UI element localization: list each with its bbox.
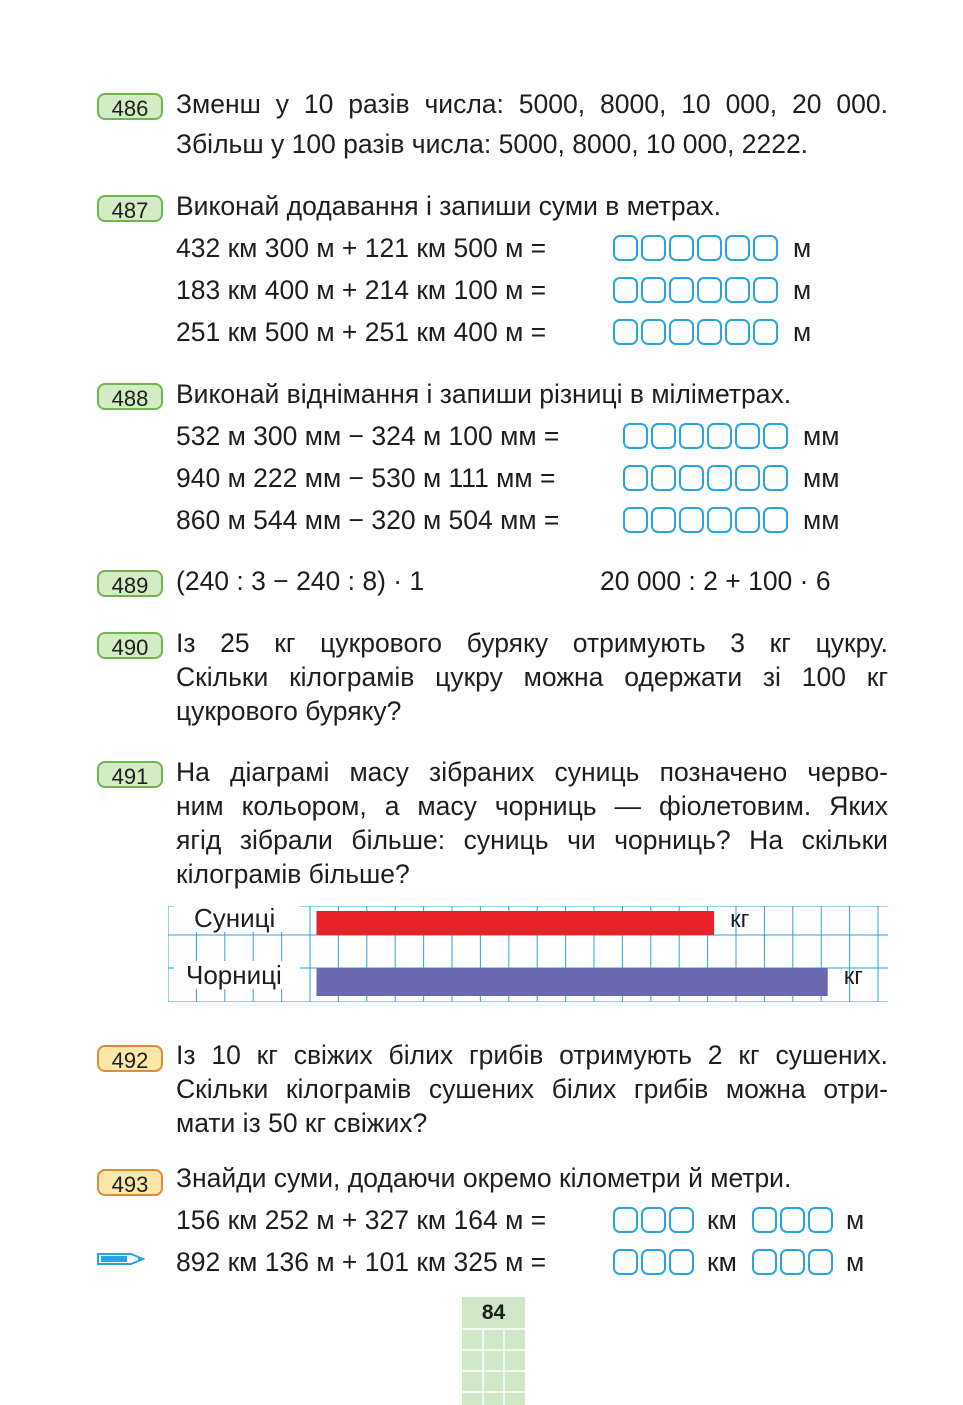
answer-boxes-488-1[interactable] [623,423,791,449]
digit-box[interactable] [669,1207,694,1233]
digit-box[interactable] [780,1249,805,1275]
digit-box[interactable] [651,423,676,449]
digit-box[interactable] [725,277,750,303]
digit-box[interactable] [763,507,788,533]
digit-box[interactable] [763,465,788,491]
digit-box[interactable] [651,507,676,533]
problem-489-expression-2: 20 000 : 2 + 100 · 6 [600,566,831,596]
problem-488-row-2: 940 м 222 мм − 530 м 111 мм = [176,463,556,493]
digit-box[interactable] [669,235,694,261]
problem-number-490: 490 [97,632,163,659]
answer-boxes-493-2-km[interactable] [613,1249,697,1275]
digit-box[interactable] [623,507,648,533]
digit-box[interactable] [641,235,666,261]
problem-486-line-2: Збільш у 100 разів числа: 5000, 8000, 10 000, 2222. [176,129,809,159]
digit-box[interactable] [753,277,778,303]
answer-boxes-493-1-m[interactable] [752,1207,836,1233]
category-label: Суниці [194,906,276,933]
unit-label: мм [803,463,840,493]
answer-boxes-487-2[interactable] [613,277,781,303]
problem-487-row-3: 251 км 500 м + 251 км 400 м = [176,317,547,347]
unit-label: мм [803,421,840,451]
problem-490-line-1: Із 25 кг цукрового буряку отримують 3 кг цукру. [176,628,888,658]
digit-box[interactable] [735,423,760,449]
answer-boxes-493-1-km[interactable] [613,1207,697,1233]
answer-boxes-488-3[interactable] [623,507,791,533]
digit-box[interactable] [641,277,666,303]
digit-box[interactable] [697,235,722,261]
unit-label-kg: кг [730,906,750,933]
answer-boxes-487-3[interactable] [613,319,781,345]
bar-blueberries [317,968,828,996]
problem-number-492: 492 [97,1045,163,1072]
digit-box[interactable] [623,465,648,491]
problem-491-line-4: кілограмів більше? [176,859,410,889]
digit-box[interactable] [752,1207,777,1233]
problem-492-line-3: мати із 50 кг свіжих? [176,1108,428,1138]
problem-488-title: Виконай віднімання і запиши різниці в міліметрах. [176,379,792,409]
digit-box[interactable] [697,319,722,345]
digit-box[interactable] [753,319,778,345]
digit-box[interactable] [707,423,732,449]
problem-491-line-1: На діаграмі масу зібраних суниць позначено черво- [176,757,888,787]
category-label: Чорниці [186,960,282,990]
page-number-box [462,1297,525,1405]
digit-box[interactable] [763,423,788,449]
problem-number-491: 491 [97,761,163,788]
digit-box[interactable] [641,319,666,345]
problem-493-title: Знайди суми, додаючи окремо кілометри й метри. [176,1163,792,1193]
problem-number-486: 486 [97,93,163,120]
digit-box[interactable] [613,277,638,303]
problem-487-row-1: 432 км 300 м + 121 км 500 м = [176,233,547,263]
digit-box[interactable] [725,235,750,261]
digit-box[interactable] [679,423,704,449]
problem-487-row-2: 183 км 400 м + 214 км 100 м = [176,275,547,305]
digit-box[interactable] [669,319,694,345]
answer-boxes-488-2[interactable] [623,465,791,491]
answer-boxes-487-1[interactable] [613,235,781,261]
digit-box[interactable] [641,1207,666,1233]
digit-box[interactable] [613,235,638,261]
answer-boxes-493-2-m[interactable] [752,1249,836,1275]
problem-492-line-1: Із 10 кг свіжих білих грибів отримують 2 кг сушених. [176,1040,888,1070]
problem-493-row-1: 156 км 252 м + 327 км 164 м = [176,1205,547,1235]
digit-box[interactable] [707,465,732,491]
unit-label-km: км [707,1205,737,1235]
digit-box[interactable] [808,1249,833,1275]
problem-490-line-2: Скільки кілограмів цукру можна одержати зі 100 кг [176,662,888,692]
problem-488-row-3: 860 м 544 мм − 320 м 504 мм = [176,505,560,535]
digit-box[interactable] [651,465,676,491]
problem-489-expression-1: (240 : 3 − 240 : 8) · 1 [176,566,425,596]
digit-box[interactable] [679,465,704,491]
digit-box[interactable] [669,1249,694,1275]
digit-box[interactable] [735,507,760,533]
unit-label-m: м [846,1247,865,1277]
digit-box[interactable] [613,1207,638,1233]
problem-number-488: 488 [97,383,163,410]
problem-486-line-1: Зменш у 10 разів числа: 5000, 8000, 10 000, 20 000. [176,89,888,119]
problem-487-title: Виконай додавання і запиши суми в метрах. [176,191,722,221]
digit-box[interactable] [641,1249,666,1275]
pencil-icon [97,1250,145,1268]
digit-box[interactable] [623,423,648,449]
problem-number-493: 493 [97,1169,163,1196]
problem-number-489: 489 [97,570,163,597]
digit-box[interactable] [669,277,694,303]
problem-491-line-3: ягід зібрали більше: суниць чи чорниць? На скільки [176,825,888,855]
digit-box[interactable] [707,507,732,533]
unit-label: м [793,317,812,347]
digit-box[interactable] [679,507,704,533]
digit-box[interactable] [697,277,722,303]
unit-label: м [793,275,812,305]
digit-box[interactable] [613,319,638,345]
unit-label-kg: кг [843,963,863,990]
digit-box[interactable] [780,1207,805,1233]
problem-493-row-2: 892 км 136 м + 101 км 325 м = [176,1247,547,1277]
problem-492-line-2: Скільки кілограмів сушених білих грибів можна отри- [176,1074,888,1104]
digit-box[interactable] [613,1249,638,1275]
berries-bar-chart [168,906,888,1002]
problem-491-line-2: ним кольором, а масу чорниць — фіолетовим. Яких [176,791,888,821]
digit-box[interactable] [725,319,750,345]
problem-490-line-3: цукрового буряку? [176,696,402,726]
unit-label: м [793,233,812,263]
unit-label-km: км [707,1247,737,1277]
bar-strawberries [317,911,715,935]
digit-box[interactable] [753,235,778,261]
digit-box[interactable] [752,1249,777,1275]
digit-box[interactable] [808,1207,833,1233]
unit-label-m: м [846,1205,865,1235]
problem-488-row-1: 532 м 300 мм − 324 м 100 мм = [176,421,560,451]
page-number: 84 [481,1301,506,1324]
problem-number-487: 487 [97,195,163,222]
unit-label: мм [803,505,840,535]
digit-box[interactable] [735,465,760,491]
